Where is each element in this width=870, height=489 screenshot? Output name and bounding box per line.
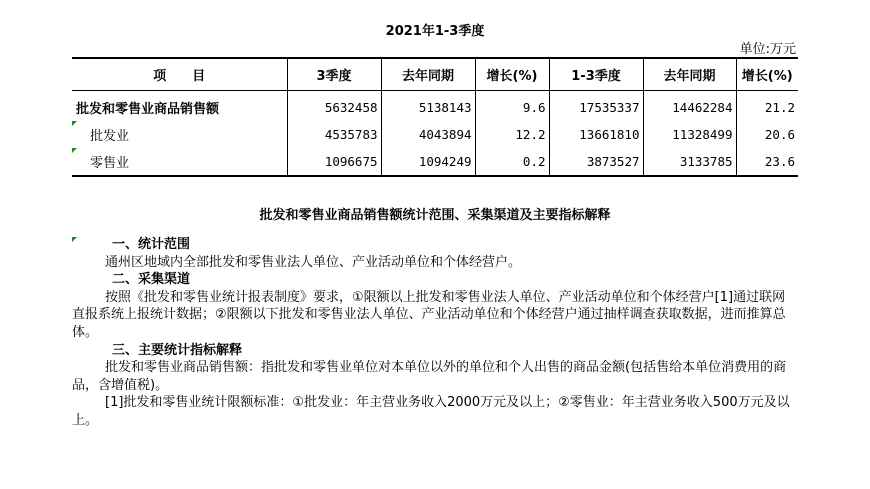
cell-q3: 5632458 — [287, 91, 381, 122]
cell-ytd-growth: 20.6 — [736, 121, 798, 148]
section-text-indicators: 批发和零售业商品销售额：指批发和零售业单位对本单位以外的单位和个人出售的商品金额(包括售给本单位消费用的商品，含增值税)。 — [72, 360, 787, 393]
header-ytd-prev: 去年同期 — [643, 58, 736, 91]
explanation-body — [72, 236, 798, 430]
unit-label: 单位:万元 — [739, 42, 796, 57]
table-row — [72, 91, 798, 122]
explanation-heading: 批发和零售业商品销售额统计范围、采集渠道及主要指标解释 — [259, 208, 611, 223]
cell-ytd-prev: 3133785 — [643, 148, 736, 176]
table-header-row — [72, 58, 798, 91]
report-title: 2021年1-3季度 — [385, 24, 485, 39]
row-name: 批发业 — [90, 129, 130, 144]
section-text-scope: 通州区地域内全部批发和零售业法人单位、产业活动单位和个体经营户。 — [105, 254, 522, 270]
cell-ytd-prev: 11328499 — [643, 121, 736, 148]
cell-q3-prev: 4043894 — [381, 121, 475, 148]
header-q3-prev: 去年同期 — [381, 58, 475, 91]
footnote: [1]批发和零售业统计限额标准：①批发业：年主营业务收入2000万元及以上；②零售业：年主营业务收入500万元及以上。 — [72, 395, 790, 428]
header-item: 项 目 — [72, 58, 287, 91]
header-q3-growth: 增长(%) — [475, 58, 549, 91]
cell-marker-icon — [72, 148, 77, 153]
cell-ytd: 3873527 — [549, 148, 643, 176]
cell-ytd: 17535337 — [549, 91, 643, 122]
section-title-scope: 一、统计范围 — [112, 237, 191, 252]
cell-marker-icon — [72, 121, 77, 126]
cell-ytd-prev: 14462284 — [643, 91, 736, 122]
cell-q3-growth: 0.2 — [475, 148, 549, 176]
cell-q3: 4535783 — [287, 121, 381, 148]
cell-q3: 1096675 — [287, 148, 381, 176]
section-title-indicators: 三、主要统计指标解释 — [112, 342, 243, 358]
header-ytd: 1-3季度 — [549, 58, 643, 91]
row-name-cell — [72, 121, 287, 148]
header-ytd-growth: 增长(%) — [736, 58, 798, 91]
cell-ytd: 13661810 — [549, 121, 643, 148]
table-row — [72, 148, 798, 176]
header-q3: 3季度 — [287, 58, 381, 91]
row-name-cell — [72, 148, 287, 176]
cell-ytd-growth: 21.2 — [736, 91, 798, 122]
cell-q3-prev: 5138143 — [381, 91, 475, 122]
cell-ytd-growth: 23.6 — [736, 148, 798, 176]
section-title-channel: 二、采集渠道 — [112, 272, 191, 288]
section-text-channel: 按照《批发和零售业统计报表制度》要求，①限额以上批发和零售业法人单位、产业活动单位和个体经营户[1]通过联网直报系统上报统计数据；②限额以下批发和零售业法人单位、产业活动单位和个体经营户通过抽样调查获取数据，进而推算总体。 — [72, 289, 786, 340]
cell-q3-growth: 12.2 — [475, 121, 549, 148]
cell-q3-growth: 9.6 — [475, 91, 549, 122]
row-name: 零售业 — [90, 156, 130, 171]
cell-q3-prev: 1094249 — [381, 148, 475, 176]
row-name: 批发和零售业商品销售额 — [72, 91, 287, 122]
table-row — [72, 121, 798, 148]
sales-table — [72, 57, 798, 177]
